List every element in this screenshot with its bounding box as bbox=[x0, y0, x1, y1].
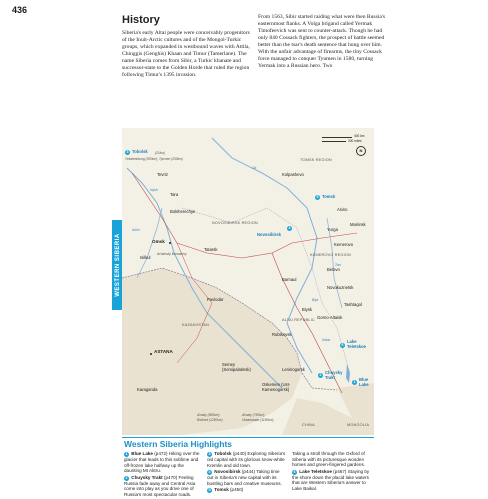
page-number: 436 bbox=[12, 5, 28, 15]
city-achairsky: Achairsky Monastery bbox=[157, 252, 187, 256]
history-text-left: Siberia's early Altai people were conceivably progenitors of the Inuit-Arctic cultures and of the Mongol-Turkic groups, which expanded in westbound waves with Attila, Chinggis (Genghis) Khaan and Timur (Tamerlane). The name Siberia comes from Sibir, a Turkic khanate and successor-state to the Golden Horde that ruled the region following Timur's 1395 invasion. bbox=[122, 30, 250, 78]
city-yurga: Yurga bbox=[327, 227, 338, 232]
highlight-name: Lake Teletskoe bbox=[299, 468, 332, 474]
highlight-text: Taking time out in Siberia's new capital with its bustling bars and creative museums. bbox=[207, 469, 282, 486]
river-label-katun: Katun bbox=[322, 338, 331, 342]
region-mongolia: MONGOLIA bbox=[347, 423, 370, 427]
marker-novosibirsk[interactable]: 4 bbox=[288, 226, 291, 230]
highlight-item bbox=[207, 469, 287, 486]
highlights-title: Western Siberia Highlights bbox=[124, 439, 233, 449]
highlight-item bbox=[292, 451, 372, 468]
highlight-text: Feeling Russia fade away and Central Asia come into play as you drive one of Russia's most spectacular roads. bbox=[124, 474, 196, 497]
marker-blue-lake[interactable]: 1 bbox=[353, 380, 356, 384]
marker-tobolsk[interactable]: 3 bbox=[126, 150, 129, 154]
highlight-num: 5 bbox=[208, 488, 211, 493]
highlight-name: Novosibirsk bbox=[214, 469, 241, 475]
highlight-num: 3 bbox=[208, 452, 211, 456]
city-tevriz: Tevriz bbox=[157, 172, 168, 177]
city-tashtagol: Tashtagol bbox=[344, 302, 362, 307]
river-label-irtysh: Irtysh bbox=[150, 188, 158, 192]
highlights-col-1 bbox=[124, 451, 202, 499]
city-tobolsk-sub: Yekaterinburg (300km); Tyumen (250km) bbox=[125, 157, 183, 161]
highlight-name: Tomsk bbox=[214, 487, 229, 493]
city-tara: Tara bbox=[170, 192, 179, 197]
city-tobolsk-note: (21km) bbox=[155, 151, 165, 155]
highlight-item bbox=[207, 451, 287, 468]
city-semey: Semey (Semipalatinsk) bbox=[222, 362, 251, 372]
city-omsk: Omsk bbox=[152, 239, 165, 244]
city-biysk: Biysk bbox=[302, 307, 313, 312]
marker-lake-teletskoe[interactable]: 6 bbox=[341, 343, 344, 347]
highlight-ref: (p470) bbox=[163, 474, 178, 480]
highlight-text: Hiking over the glacier that leads to this sublime and off-frozen lake halfway up the daunting Mt Aktru. bbox=[124, 451, 200, 474]
highlights-box bbox=[122, 437, 374, 497]
scale-bar-km bbox=[322, 137, 352, 138]
highlight-item bbox=[124, 475, 202, 498]
highlight-num: 6 bbox=[293, 469, 296, 474]
region-china: CHINA bbox=[302, 423, 315, 427]
highlight-num: 4 bbox=[208, 470, 211, 475]
city-karaganda: Karaganda bbox=[137, 387, 158, 392]
city-bolsherechye: Bolsherechye bbox=[170, 209, 196, 214]
city-kolpashevo: Kolpashevo bbox=[282, 172, 304, 177]
region-kazakhstan: KAZAKHSTAN bbox=[182, 323, 210, 327]
city-novokuznetsk: Novokuznetsk bbox=[327, 285, 354, 290]
city-leninogorsk: Leninogorsk bbox=[282, 367, 305, 372]
scale-km-label: 400 km bbox=[354, 134, 365, 138]
river-label-tom: Tom bbox=[335, 263, 342, 267]
highlight-ref: (p444) bbox=[241, 469, 256, 475]
region-novosibirsk: NOVOSIBIRSK REGION bbox=[212, 221, 258, 225]
city-pavlodar: Pavlodar bbox=[207, 297, 224, 302]
city-tatarsk: Tatarsk bbox=[204, 247, 218, 252]
highlight-name: Blue Lake bbox=[131, 451, 153, 456]
highlight-item bbox=[124, 451, 202, 474]
city-isilkul: Isilkul bbox=[140, 255, 151, 260]
marker-chuysky-trakt[interactable]: 2 bbox=[319, 373, 322, 377]
region-altai: ALTAI REPUBLIC bbox=[282, 318, 315, 322]
city-blue-lake[interactable]: Blue Lake bbox=[359, 377, 369, 387]
river-label-biya: Biya bbox=[312, 298, 319, 302]
highlight-text: Exploring Siberia's old capital with its glorious snow-white Kremlin and old town. bbox=[207, 451, 286, 468]
highlight-item bbox=[207, 487, 287, 493]
city-oskemen: Oskemen (Ust-Kamenogorsk) bbox=[262, 382, 291, 392]
map-scale bbox=[322, 134, 368, 144]
scale-bar-mi bbox=[322, 141, 346, 142]
city-rubtsovsk: Rubtsovsk bbox=[272, 332, 292, 337]
highlight-num: 1 bbox=[125, 452, 128, 456]
marker-tomsk[interactable]: 5 bbox=[316, 195, 319, 199]
city-gorno-altaisk: Gorno-Altaisk bbox=[317, 315, 343, 320]
highlight-name: Chuysky Trakt bbox=[131, 474, 163, 480]
city-tobolsk[interactable]: Tobolsk bbox=[132, 149, 148, 154]
river-label-ishim: Ishim bbox=[132, 228, 140, 232]
highlight-name: Tobolsk bbox=[214, 451, 232, 456]
highlight-num: 2 bbox=[125, 475, 128, 480]
city-barnaul: Barnaul bbox=[282, 277, 297, 282]
city-mariinsk: Mariinsk bbox=[350, 222, 366, 227]
history-title: History bbox=[122, 14, 160, 26]
north-arrow-icon: N bbox=[356, 146, 366, 156]
river-label-ob: Ob bbox=[252, 166, 257, 170]
highlight-ref: (p472) bbox=[154, 451, 168, 456]
highlights-col-3 bbox=[292, 451, 372, 493]
highlight-ref: (p440) bbox=[232, 451, 247, 456]
city-lake-teletskoe[interactable]: Lake Teletskoe bbox=[347, 339, 367, 349]
city-novosibirsk[interactable]: Novosibirsk bbox=[257, 232, 281, 237]
region-tomsk: TOMSK REGION bbox=[300, 158, 332, 162]
highlight-item bbox=[292, 469, 372, 492]
map bbox=[122, 128, 374, 435]
map-note-almaty-2: Almaty (750km); Ulaanbaatar (1150km) bbox=[242, 413, 274, 422]
scale-mi-label: 200 miles bbox=[348, 139, 362, 143]
map-note-almaty: Almaty (850km); Bishkek (1250km) bbox=[197, 413, 223, 422]
city-astana: ASTANA bbox=[154, 349, 173, 354]
region-kemerovo: KEMEROVO REGION bbox=[310, 253, 351, 257]
city-asino: Asino bbox=[337, 207, 348, 212]
highlight-ref: (p450) bbox=[230, 487, 244, 493]
highlight-text: Taking a stroll through the Oxford of Siberia with its picturesque wooden homes and green-fingered gardens. bbox=[292, 451, 366, 468]
city-kemerovo: Kemerovo bbox=[334, 242, 354, 247]
history-text-right: From 1563, Sibir started raiding what were then Russia's easternmost flanks. A Volga brigand called Yermak Timofeevich was sent to counter-attack. Though he had only 840 Cossack fighters, the prospect of battle seemed better than the tsar's death sentence that hung over him. With the unfair advantage of firearms, the tiny Cossack force managed to conquer Tyumen in 1580, turning Yermak into a Russian hero. Two bbox=[258, 14, 386, 69]
city-belovo: Belovo bbox=[327, 267, 340, 272]
highlight-text: Staying by the shore down the placid lake waters that are Western Siberia's answer to Lake Baikal. bbox=[292, 468, 370, 491]
city-chuysky-trakt[interactable]: Chuysky Trakt bbox=[325, 370, 343, 380]
highlight-ref: (p467) bbox=[333, 468, 347, 474]
city-tomsk[interactable]: Tomsk bbox=[322, 194, 336, 199]
side-tab-label: WESTERN SIBERIA bbox=[115, 233, 121, 297]
